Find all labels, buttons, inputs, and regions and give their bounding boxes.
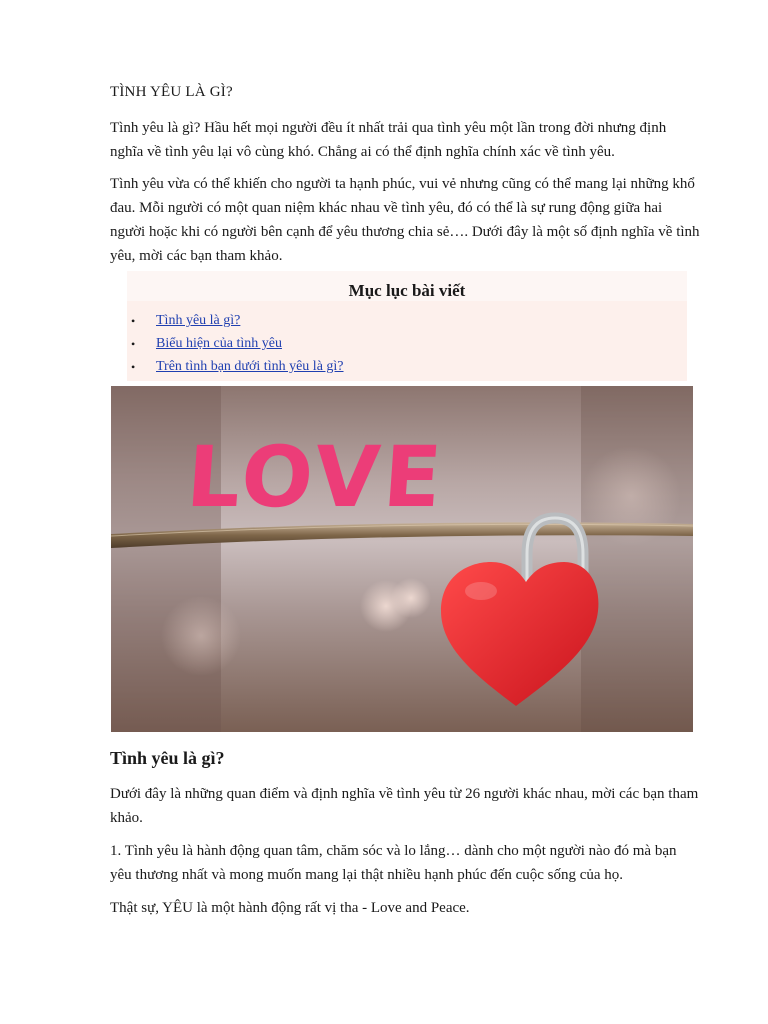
section-paragraph: Dưới đây là những quan điểm và định nghĩa về tình yêu từ 26 người khác nhau, mời các bạn tham khảo. [110,786,699,826]
toc-link-signs-of-love[interactable]: Biểu hiện của tình yêu [156,336,282,351]
bullet-icon: • [131,360,136,374]
intro-paragraph: Tình yêu là gì? Hầu hết mọi người đều ít nhất trải qua tình yêu một lần trong đời nhưng định nghĩa về tình yêu lại vô cùng khó. Chẳng ai có thể định nghĩa chính xác về tình yêu. [110,120,667,160]
toc-header [127,271,687,301]
toc-link-what-is-love[interactable]: Tình yêu là gì? [156,313,241,328]
bullet-icon: • [131,314,136,328]
second-paragraph: Tình yêu vừa có thể khiến cho người ta hạnh phúc, vui vẻ nhưng cũng có thể mang lại những khổ đau. Mỗi người có một quan niệm khác nhau về tình yêu, đó có thể là sự rung động giữa hai người hoặc khi có người bên cạnh để yêu thương chia sẻ…. Dưới đây là một số định nghĩa về tình yêu, mời các bạn tham khảo. [110,176,700,264]
section-heading: Tình yêu là gì? [110,748,225,768]
document-title: TÌNH YÊU LÀ GÌ? [110,84,233,100]
hero-image-love-lock [111,386,693,732]
toc-title: Mục lục bài viết [348,281,466,300]
bullet-icon: • [131,337,136,351]
love-lettering: LOVE [183,428,449,526]
table-of-contents [127,271,687,381]
closing-paragraph: Thật sự, YÊU là một hành động rất vị tha - Love and Peace. [110,900,470,916]
toc-link-more-than-friends[interactable]: Trên tình bạn dưới tình yêu là gì? [156,359,344,374]
numbered-paragraph: 1. Tình yêu là hành động quan tâm, chăm sóc và lo lắng… dành cho một người nào đó mà bạn yêu thương nhất và mong muốn mang lại thật nhiều hạnh phúc đến cuộc sống của họ. [110,843,677,883]
